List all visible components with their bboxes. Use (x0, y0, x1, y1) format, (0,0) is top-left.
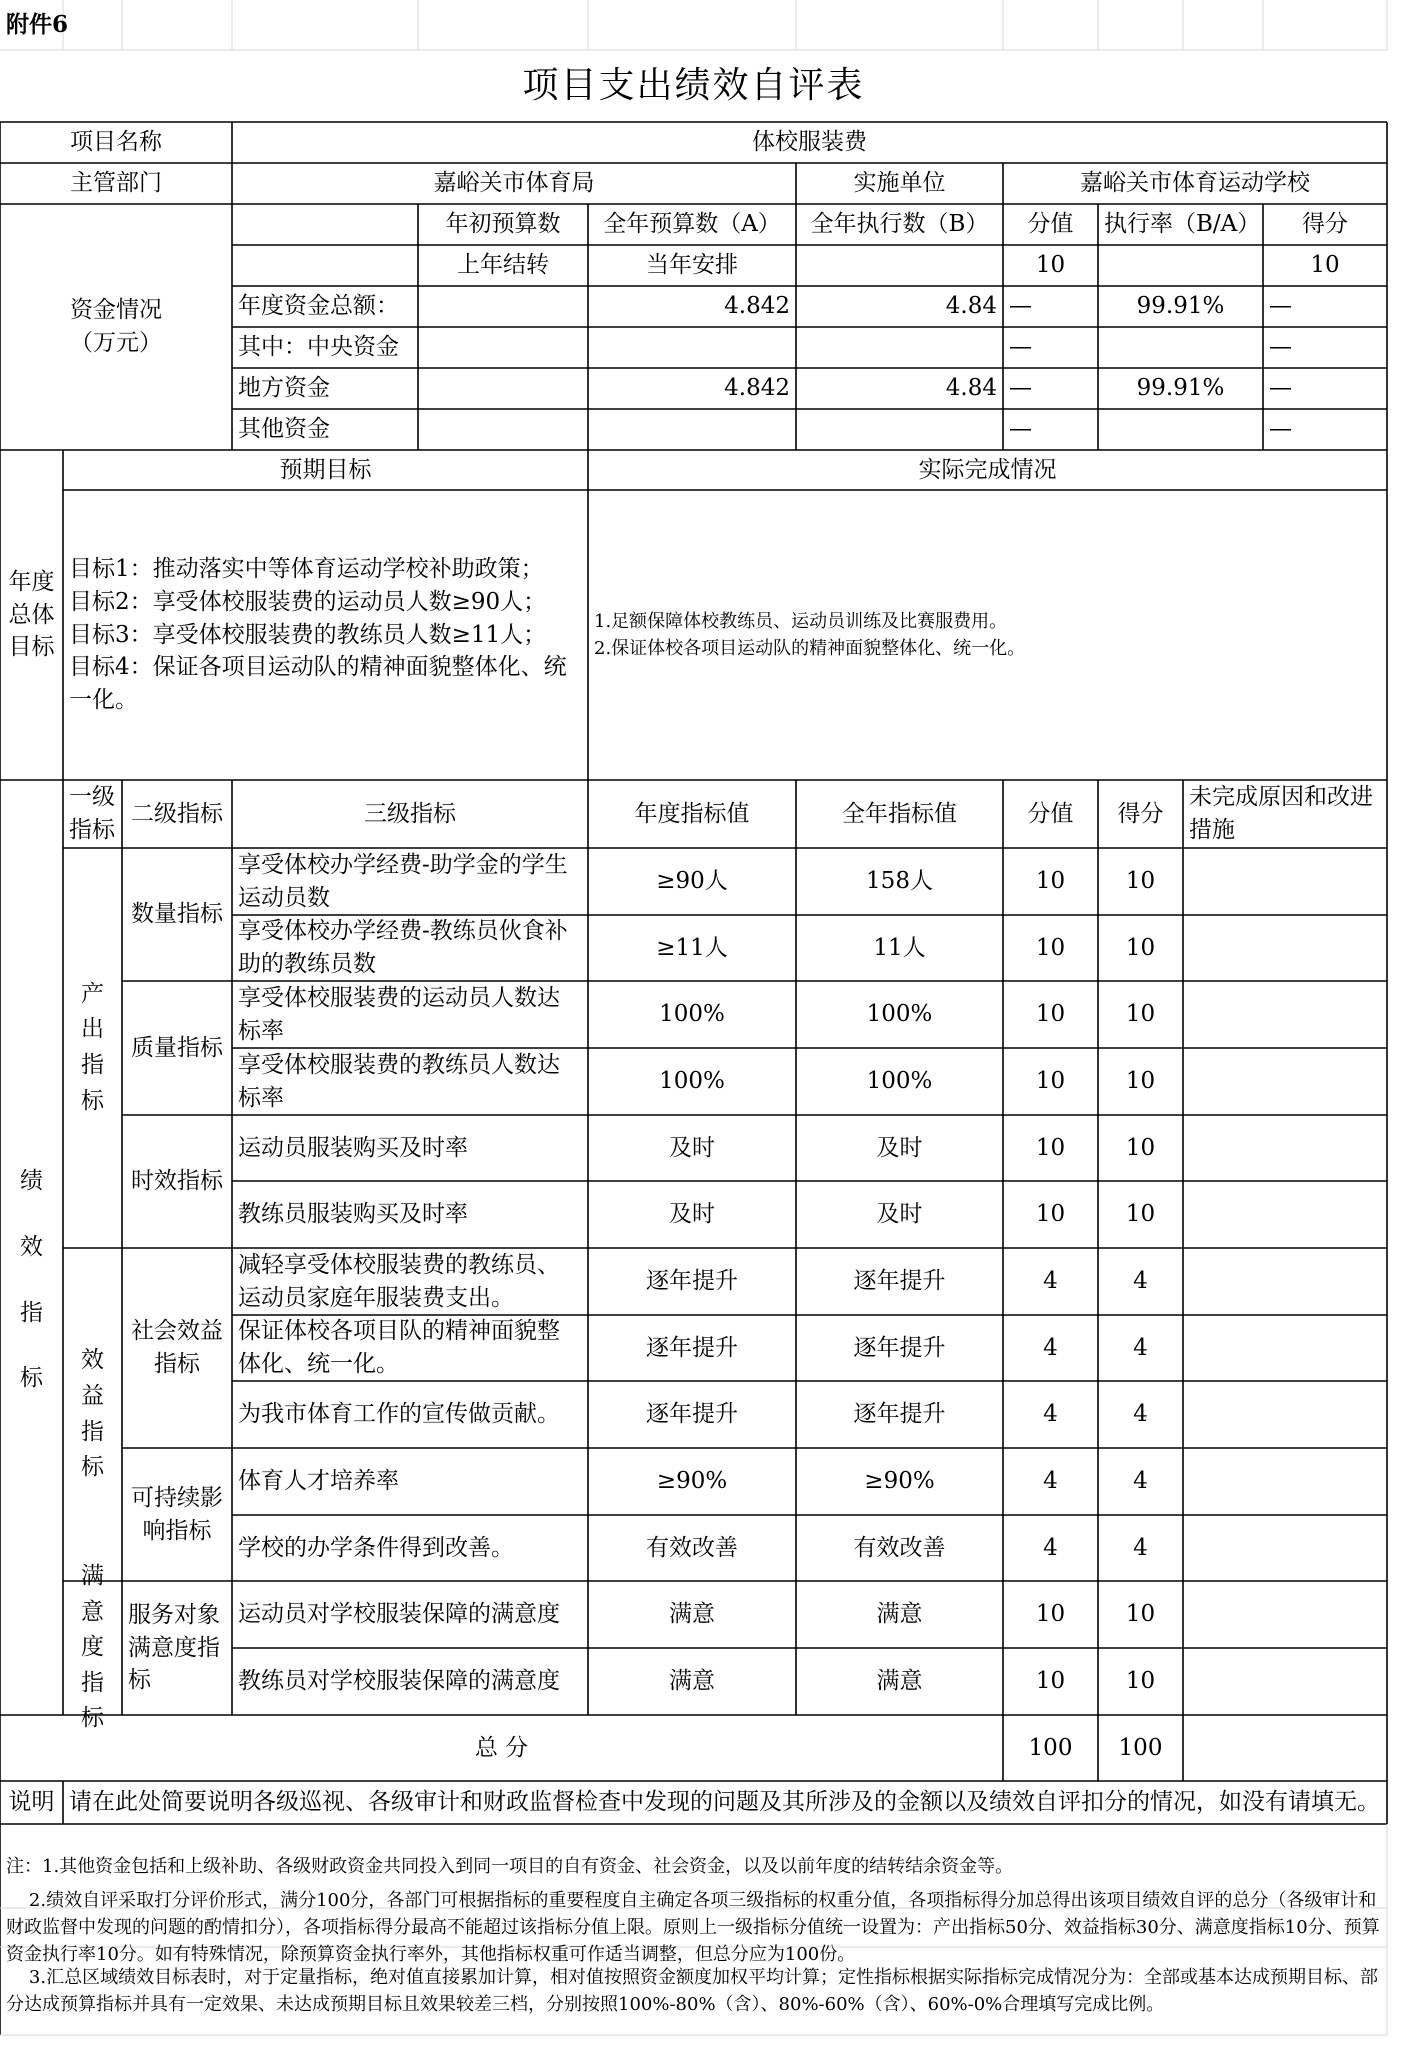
goals-actual-text-text: 1.足额保障体校教练员、运动员训练及比赛服费用。 2.保证体校各项目运动队的精神面貌整体化、统一化。 (594, 611, 1026, 659)
funds-row-b (796, 368, 1003, 409)
indicator-score-value (1003, 1248, 1098, 1315)
funds-head-0 (418, 204, 588, 245)
indicator-score-text: 10 (1125, 1068, 1156, 1095)
project-name-value (232, 122, 1387, 163)
indicator-year-value (588, 1448, 796, 1515)
indicators-head-0 (63, 780, 122, 848)
indicator-year-value (588, 1115, 796, 1181)
funds-subhead-0-text: 上年结转 (457, 252, 549, 279)
funds-head-5-text: 得分 (1302, 211, 1348, 238)
funds-subhead-4 (1098, 245, 1263, 286)
indicator-full-value-text: 逐年提升 (853, 1401, 946, 1428)
indicator-score-text: 4 (1133, 1401, 1148, 1428)
indicator-year-value-text: 100% (659, 1068, 725, 1095)
indicator-name (232, 1381, 588, 1448)
funds-row-score-val (1003, 409, 1098, 450)
indicator-name (232, 1048, 588, 1115)
indicator-score-text: 4 (1133, 1268, 1148, 1295)
indicator-score-value (1003, 848, 1098, 915)
total-score-value-text: 100 (1028, 1734, 1073, 1761)
indicator-score-text: 10 (1125, 934, 1156, 961)
goals-expected-text (63, 490, 588, 780)
indicators-head-6 (1098, 780, 1183, 848)
indicator-score-value-text: 10 (1035, 1134, 1066, 1161)
indicator-full-value (796, 1115, 1003, 1181)
indicator-reason (1183, 848, 1387, 915)
indicator-year-value (588, 1381, 796, 1448)
funds-row-name (232, 409, 418, 450)
project-name-value-text: 体校服装费 (752, 129, 867, 156)
indicator-score-text: 4 (1133, 1334, 1148, 1361)
indicator-score-value-text: 10 (1035, 1601, 1066, 1628)
funds-row-name (232, 327, 418, 368)
indicator-score (1098, 1048, 1183, 1115)
indicator-score (1098, 1581, 1183, 1648)
total-score (1098, 1715, 1183, 1781)
funds-head-0-text: 年初预算数 (445, 211, 561, 238)
indicator-full-value-text: 逐年提升 (853, 1334, 946, 1361)
funds-head-2 (796, 204, 1003, 245)
indicator-score-text: 4 (1133, 1468, 1148, 1495)
indicators-label-text: 绩效指标 (19, 1168, 43, 1392)
funds-row-rate (1098, 368, 1263, 409)
indicator-name (232, 1315, 588, 1381)
indicator-reason (1183, 1381, 1387, 1448)
funds-row-score-val (1003, 327, 1098, 368)
goals-actual-header (588, 450, 1387, 490)
indicator-year-value-text: 100% (659, 1001, 725, 1028)
indicator-year-value (588, 1248, 796, 1315)
note-2-text: 2.绩效自评采取打分评价形式，满分100分，各部门可根据指标的重要程度自主确定各项三级指标的权重分值，各项指标得分加总得出该项目绩效自评的总分（各级审计和财政监督中发现的问题的酌情扣分），各项指标得分最高不能超过该指标分值上限。原则上一级指标分值统一设置为：产出指标50分、效益指标30分、满意度指标10分、预算资金执行率10分。如有特殊情况，除预算资金执行率外，其他指标权重可作适当调整，但总分应为100份。 (6, 1890, 1380, 1965)
indicator-score-value (1003, 1048, 1098, 1115)
indicator-score (1098, 915, 1183, 981)
funds-subhead-1 (588, 245, 796, 286)
level2-5 (122, 1581, 232, 1715)
indicator-score (1098, 1648, 1183, 1715)
indicator-year-value-text: 逐年提升 (646, 1401, 738, 1428)
indicators-head-4 (796, 780, 1003, 848)
indicator-score-value-text: 10 (1035, 934, 1066, 961)
level2-2 (122, 1115, 232, 1248)
indicator-name-text: 为我市体育工作的宣传做贡献。 (238, 1401, 560, 1428)
indicator-year-value (588, 1048, 796, 1115)
funds-row-a (588, 368, 796, 409)
indicator-score-text: 4 (1133, 1534, 1148, 1561)
indicator-score (1098, 1115, 1183, 1181)
funds-subhead-5-text: 10 (1310, 252, 1340, 279)
note-3 (0, 1947, 1387, 2035)
indicator-name-text: 享受体校服装费的运动员人数达标率 (238, 984, 560, 1044)
note-1-text: 注：1.其他资金包括和上级补助、各级财政资金共同投入到同一项目的自有资金、社会资金，以及以前年度的结转结余资金等。 (6, 1855, 1014, 1877)
indicator-full-value-text: ≥90% (864, 1468, 935, 1495)
indicator-score-value (1003, 1581, 1098, 1648)
indicator-score-value (1003, 1515, 1098, 1581)
indicator-full-value (796, 1448, 1003, 1515)
indicator-year-value-text: 及时 (669, 1201, 715, 1228)
funds-row-b (796, 286, 1003, 327)
level2-1 (122, 981, 232, 1115)
funds-label-text: 资金情况 （万元） (70, 297, 162, 356)
indicator-full-value (796, 1648, 1003, 1715)
indicator-score-value (1003, 915, 1098, 981)
indicator-year-value-text: 逐年提升 (646, 1334, 738, 1361)
goals-expected-text-text: 目标1：推动落实中等体育运动学校补助政策； 目标2：享受体校服装费的运动员人数≥90人； 目标3：享受体校服装费的教练员人数≥11人； 目标4：保证各项目运动队的精神面貌整体化、统一化。 (69, 556, 567, 713)
indicator-reason (1183, 981, 1387, 1048)
level1-output-text: 产出指标 (80, 980, 104, 1114)
funds-subhead-5 (1263, 245, 1387, 286)
indicator-score-value-text: 10 (1035, 868, 1066, 895)
level2-3-text: 社会效益 指标 (131, 1318, 223, 1377)
indicator-year-value (588, 1648, 796, 1715)
funds-subhead-0 (418, 245, 588, 286)
indicator-year-value-text: 有效改善 (646, 1534, 738, 1561)
indicator-full-value (796, 848, 1003, 915)
indicators-head-7-text: 未完成原因和改进 措施 (1189, 784, 1373, 843)
indicator-name-text: 减轻享受体校服装费的教练员、运动员家庭年服装费支出。 (238, 1251, 560, 1311)
indicator-reason (1183, 1181, 1387, 1248)
indicator-score-value-text: 10 (1035, 1001, 1066, 1028)
indicators-head-4-text: 全年指标值 (842, 800, 957, 827)
indicator-full-value (796, 1181, 1003, 1248)
funds-row-name-text: 其中：中央资金 (238, 334, 399, 361)
indicators-head-2-text: 三级指标 (364, 800, 456, 827)
indicator-year-value (588, 1315, 796, 1381)
indicator-score-value (1003, 1381, 1098, 1448)
indicator-reason (1183, 1315, 1387, 1381)
page-title-text: 项目支出绩效自评表 (522, 65, 865, 107)
indicators-head-6-text: 得分 (1117, 800, 1164, 827)
funds-row-a (588, 409, 796, 450)
indicator-full-value (796, 1581, 1003, 1648)
indicator-score-value-text: 10 (1035, 1201, 1066, 1228)
indicator-score-text: 10 (1125, 1601, 1156, 1628)
indicator-year-value (588, 1581, 796, 1648)
funds-subhead-3-text: 10 (1035, 252, 1066, 279)
level1-satisfaction-text: 满意度指标 (80, 1562, 104, 1732)
funds-row-score-text: — (1269, 293, 1292, 320)
total-score-value (1003, 1715, 1098, 1781)
attachment-label (0, 0, 122, 50)
indicator-score-text: 10 (1125, 868, 1156, 895)
funds-row-rate-text: 99.91% (1136, 375, 1225, 402)
funds-row-score-val (1003, 286, 1098, 327)
goals-label-text: 年度 总体 目标 (8, 569, 55, 661)
funds-head-5 (1263, 204, 1387, 245)
indicator-score (1098, 1181, 1183, 1248)
indicator-name-text: 运动员服装购买及时率 (238, 1134, 468, 1161)
funds-head-2-text: 全年执行数（B） (810, 211, 989, 238)
dept-value-text: 嘉峪关市体育局 (433, 170, 595, 197)
indicator-full-value (796, 915, 1003, 981)
indicator-score-value (1003, 1115, 1098, 1181)
funds-head-1 (588, 204, 796, 245)
funds-row-score (1263, 327, 1387, 368)
indicator-reason (1183, 1248, 1387, 1315)
indicator-score-value-text: 10 (1035, 1668, 1066, 1695)
funds-row-a (588, 286, 796, 327)
indicators-head-5 (1003, 780, 1098, 848)
dept-label (0, 163, 232, 204)
goals-actual-text (588, 490, 1387, 780)
unit-label (796, 163, 1003, 204)
indicator-name-text: 享受体校办学经费-教练员伙食补助的教练员数 (238, 918, 568, 977)
funds-row-b (796, 327, 1003, 368)
funds-head-4-text: 执行率（B/A） (1104, 211, 1261, 238)
indicator-reason (1183, 1115, 1387, 1181)
indicators-head-5-text: 分值 (1027, 800, 1074, 827)
funds-row-rate (1098, 286, 1263, 327)
indicator-name (232, 1648, 588, 1715)
indicator-name (232, 915, 588, 981)
funds-row-rate-text: 99.91% (1136, 293, 1225, 320)
indicator-full-value (796, 1248, 1003, 1315)
indicator-full-value (796, 1515, 1003, 1581)
project-name-label (0, 122, 232, 163)
funds-row-rate (1098, 327, 1263, 368)
indicator-reason (1183, 915, 1387, 981)
funds-row-score (1263, 368, 1387, 409)
funds-subhead-1-text: 当年安排 (646, 252, 738, 279)
indicator-name-text: 运动员对学校服装保障的满意度 (238, 1601, 560, 1628)
level1-benefit-text: 效益指标 (80, 1347, 104, 1481)
indicator-reason (1183, 1515, 1387, 1581)
indicator-full-value-text: 11人 (873, 934, 926, 961)
explain-label (0, 1781, 63, 1824)
note-3-text: 3.汇总区域绩效目标表时，对于定量指标，绝对值直接累加计算，相对值按照资金额度加权平均计算；定性指标根据实际指标完成情况分为：全部或基本达成预期目标、部分达成预算指标并具有一定效果、未达成预期目标且效果较差三档，分别按照100%-80%（含）、80%-60%（含）、60%-0%合理填写完成比例。 (6, 1967, 1379, 2015)
indicators-head-7 (1183, 780, 1387, 848)
level1-satisfaction (63, 1562, 122, 1732)
project-name-label-text: 项目名称 (70, 129, 162, 156)
funds-head-3 (1003, 204, 1098, 245)
funds-row-score-text: — (1269, 416, 1292, 443)
indicator-score-text: 10 (1125, 1201, 1156, 1228)
indicator-year-value-text: ≥11人 (656, 934, 728, 961)
total-label (0, 1715, 1003, 1781)
indicator-score-text: 10 (1125, 1668, 1156, 1695)
indicator-year-value-text: ≥90人 (656, 868, 728, 895)
indicator-full-value-text: 逐年提升 (853, 1268, 946, 1295)
indicator-full-value-text: 满意 (876, 1601, 923, 1628)
indicator-full-value (796, 1381, 1003, 1448)
total-label-text: 总 分 (474, 1734, 529, 1761)
goals-expected-header (63, 450, 588, 490)
indicator-full-value (796, 1315, 1003, 1381)
indicator-name (232, 1448, 588, 1515)
indicator-score-value-text: 4 (1043, 1534, 1058, 1561)
indicator-name-text: 保证体校各项目队的精神面貌整体化、统一化。 (238, 1318, 560, 1377)
indicator-name (232, 981, 588, 1048)
funds-row-b (796, 409, 1003, 450)
funds-row-score-val-text: — (1009, 334, 1032, 361)
indicator-score (1098, 1381, 1183, 1448)
indicator-name-text: 享受体校服装费的教练员人数达标率 (238, 1051, 560, 1111)
funds-row-score-val-text: — (1009, 293, 1032, 320)
indicator-year-value-text: 满意 (669, 1601, 715, 1628)
funds-row-score-text: — (1269, 375, 1292, 402)
dept-value (232, 163, 796, 204)
funds-row-score-val-text: — (1009, 375, 1032, 402)
funds-row-name-text: 其他资金 (238, 416, 330, 443)
indicators-head-1 (122, 780, 232, 848)
funds-row-name-text: 地方资金 (238, 375, 330, 402)
indicator-score-value (1003, 1648, 1098, 1715)
explain-label-text: 说明 (8, 1789, 55, 1816)
indicator-full-value-text: 有效改善 (853, 1534, 946, 1561)
level2-4 (122, 1448, 232, 1581)
funds-row-a-text: 4.842 (724, 293, 790, 320)
indicator-full-value-text: 100% (866, 1068, 933, 1095)
page-title (0, 50, 1387, 122)
indicator-full-value-text: 及时 (876, 1134, 923, 1161)
funds-row-a-text: 4.842 (724, 375, 790, 402)
indicator-score-value (1003, 1315, 1098, 1381)
indicator-reason (1183, 1448, 1387, 1515)
indicators-label (0, 780, 63, 1781)
indicator-year-value-text: 满意 (669, 1668, 715, 1695)
funds-row-score-val-text: — (1009, 416, 1032, 443)
indicator-name (232, 1581, 588, 1648)
indicator-full-value-text: 及时 (876, 1201, 923, 1228)
indicator-name-text: 学校的办学条件得到改善。 (238, 1534, 514, 1561)
indicator-year-value (588, 981, 796, 1048)
indicator-year-value (588, 848, 796, 915)
indicators-head-0-text: 一级 指标 (69, 784, 115, 843)
indicator-score (1098, 1248, 1183, 1315)
indicator-score-text: 10 (1125, 1001, 1156, 1028)
indicator-name (232, 1115, 588, 1181)
indicator-name-text: 享受体校办学经费-助学金的学生运动员数 (238, 851, 568, 911)
indicator-name-text: 教练员对学校服装保障的满意度 (238, 1668, 560, 1695)
funds-head-3-text: 分值 (1027, 211, 1074, 238)
level2-4-text: 可持续影 响指标 (131, 1484, 223, 1544)
goals-actual-header-text: 实际完成情况 (918, 456, 1057, 483)
indicator-name (232, 1515, 588, 1581)
level2-5-text: 服务对象 满意度指 标 (128, 1602, 220, 1694)
indicators-head-3-text: 年度指标值 (634, 800, 750, 827)
funds-row-b-text: 4.84 (945, 293, 997, 320)
indicator-score-value-text: 4 (1043, 1401, 1058, 1428)
indicator-score (1098, 981, 1183, 1048)
indicators-head-2 (232, 780, 588, 848)
goals-label (0, 450, 63, 780)
funds-subhead-2 (796, 245, 1003, 286)
indicator-year-value-text: 逐年提升 (646, 1268, 738, 1295)
funds-head-4 (1098, 204, 1263, 245)
level2-0 (122, 848, 232, 981)
indicator-year-value-text: 及时 (669, 1134, 715, 1161)
indicator-score-value-text: 4 (1043, 1268, 1058, 1295)
funds-label (0, 204, 232, 450)
level1-output (63, 848, 122, 1248)
indicator-reason (1183, 1048, 1387, 1115)
indicator-name-text: 体育人才培养率 (238, 1468, 399, 1495)
indicator-full-value-text: 158人 (866, 868, 933, 895)
indicator-score-value-text: 4 (1043, 1468, 1058, 1495)
indicator-score-value-text: 4 (1043, 1334, 1058, 1361)
indicator-year-value-text: ≥90% (656, 1468, 728, 1495)
indicator-score-value (1003, 1181, 1098, 1248)
indicator-year-value (588, 1515, 796, 1581)
goals-expected-header-text: 预期目标 (279, 456, 372, 483)
unit-value (1003, 163, 1387, 204)
funds-row-score-val (1003, 368, 1098, 409)
indicator-score (1098, 1448, 1183, 1515)
indicator-score (1098, 1515, 1183, 1581)
indicator-score-text: 10 (1125, 1134, 1156, 1161)
indicator-score-value (1003, 981, 1098, 1048)
indicator-full-value-text: 满意 (876, 1668, 923, 1695)
indicator-score (1098, 1315, 1183, 1381)
funds-subhead-3 (1003, 245, 1098, 286)
indicator-name (232, 848, 588, 915)
level2-1-text: 质量指标 (131, 1034, 223, 1061)
indicator-full-value (796, 981, 1003, 1048)
level2-0-text: 数量指标 (131, 901, 223, 928)
indicator-name (232, 1248, 588, 1315)
unit-label-text: 实施单位 (853, 170, 946, 197)
indicator-year-value (588, 915, 796, 981)
note-2 (0, 1890, 1387, 1965)
indicator-full-value (796, 1048, 1003, 1115)
indicator-name (232, 1181, 588, 1248)
indicator-reason (1183, 1648, 1387, 1715)
indicator-name-text: 教练员服装购买及时率 (238, 1201, 468, 1228)
level1-benefit (63, 1248, 122, 1581)
level2-2-text: 时效指标 (131, 1168, 223, 1195)
funds-row-name-text: 年度资金总额： (238, 293, 399, 320)
indicators-head-1-text: 二级指标 (131, 800, 223, 827)
indicator-score-value-text: 10 (1035, 1068, 1066, 1095)
indicator-score-value (1003, 1448, 1098, 1515)
indicator-reason (1183, 1581, 1387, 1648)
explain-text (63, 1781, 1387, 1824)
funds-row-a (588, 327, 796, 368)
funds-row-b-text: 4.84 (945, 375, 997, 402)
explain-text-text: 请在此处简要说明各级巡视、各级审计和财政监督检查中发现的问题及其所涉及的金额以及绩效自评扣分的情况，如没有请填无。 (69, 1789, 1380, 1816)
funds-row-name (232, 286, 418, 327)
indicators-head-3 (588, 780, 796, 848)
funds-row-score (1263, 409, 1387, 450)
funds-row-score (1263, 286, 1387, 327)
funds-row-score-text: — (1269, 334, 1292, 361)
total-score-text: 100 (1118, 1734, 1163, 1761)
indicator-year-value (588, 1181, 796, 1248)
attachment-label-text: 附件6 (6, 10, 69, 38)
funds-row-rate (1098, 409, 1263, 450)
indicator-score (1098, 848, 1183, 915)
funds-head-1-text: 全年预算数（A） (603, 211, 781, 238)
funds-row-name (232, 368, 418, 409)
unit-value-text: 嘉峪关市体育运动学校 (1080, 170, 1310, 197)
level2-3 (122, 1248, 232, 1448)
dept-label-text: 主管部门 (70, 170, 162, 197)
indicator-full-value-text: 100% (866, 1001, 933, 1028)
